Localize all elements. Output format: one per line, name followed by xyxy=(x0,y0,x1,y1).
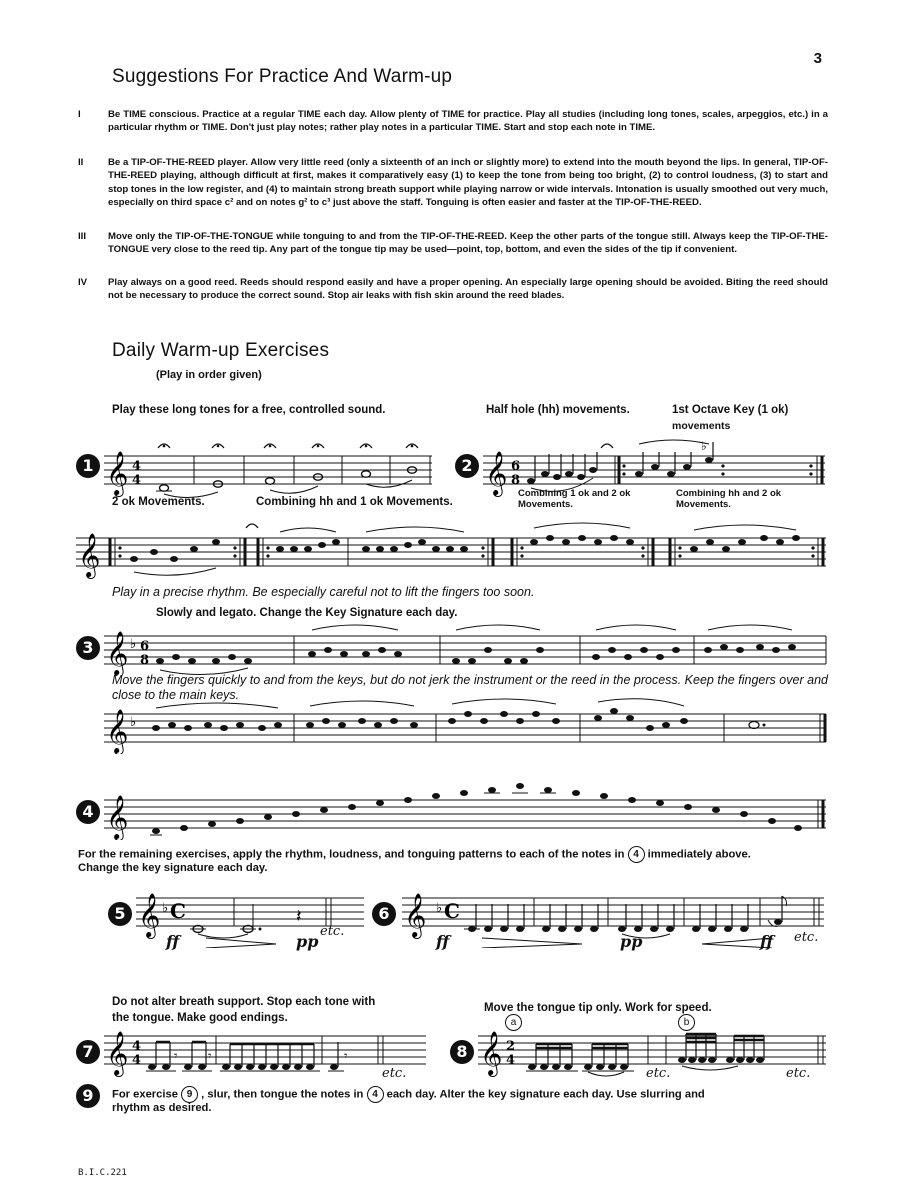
staff-ex7 xyxy=(104,1026,428,1084)
remaining-text-1: For the remaining exercises, apply the rhythm, loudness, and tonguing patterns to each of the notes in xyxy=(78,848,625,861)
suggestion-item xyxy=(78,230,828,257)
ex2-label-combo-1: Combining 1 ok and 2 ok xyxy=(518,488,631,499)
treble-clef-icon: 𝄞 xyxy=(106,631,129,675)
page-number: 3 xyxy=(813,50,822,67)
suggestion-number: I xyxy=(78,109,81,120)
svg-text:4: 4 xyxy=(132,1039,142,1054)
suggestion-text: Be a TIP-OF-THE-REED player. Allow very little reed (only a sixteenth of an inch or slightly more) to extend into the mouth beyond the lips. In general, TIP-OF-THE-REED playing, although difficult at first, makes it comparatively easy (1) to keep the tone from being too bright, (2) to control loudness, (3) to start and stop tones in the low register, and (4) to maintain strong breath support while playing narrow or wide intervals. Intonation is usually smoothed out very much, especially on third space c² and on notes g² to c³ just above the staff. Tonguing is often easier and faster at the TIP-OF-THE-REED. xyxy=(108,157,828,209)
ex8-etc-1: etc. xyxy=(646,1066,671,1081)
staff-row2 xyxy=(76,518,828,580)
ex9-text-1: For exercise xyxy=(112,1088,178,1101)
ex2-label-hh: Half hole (hh) movements. xyxy=(486,404,630,416)
daily-subtitle: (Play in order given) xyxy=(156,369,262,381)
exercise-4-number: 4 xyxy=(76,800,100,824)
ex3-instruction: Move the fingers quickly to and from the keys, but do not jerk the instrument or the reed in the process. Keep the fingers over and close to the main keys. xyxy=(112,673,828,702)
ref-circle-9: 9 xyxy=(181,1086,198,1103)
treble-clef-icon: 𝄞 xyxy=(106,1031,129,1075)
svg-text:♭: ♭ xyxy=(130,637,137,652)
row2-instruction: Play in a precise rhythm. Be especially careful not to lift the fingers too soon. xyxy=(112,585,535,599)
ex8-etc-2: etc. xyxy=(786,1066,811,1081)
suggestion-number: III xyxy=(78,231,86,242)
ref-circle-4: 4 xyxy=(628,846,645,863)
svg-text:4: 4 xyxy=(132,1053,142,1068)
exercise-7-number: 7 xyxy=(76,1040,100,1064)
treble-clef-icon: 𝄞 xyxy=(106,795,129,839)
exercise-5-number: 5 xyxy=(108,902,132,926)
remaining-text-3: Change the key signature each day. xyxy=(78,862,268,874)
ex7-label-2: the tongue. Make good endings. xyxy=(112,1012,288,1024)
ex8-mark-b: b xyxy=(678,1014,695,1031)
svg-text:8: 8 xyxy=(511,473,521,488)
suggestion-text: Be TIME conscious. Practice at a regular TIME each day. Allow plenty of TIME for practice. Play all studies (including long tones, scales, arpeggios, etc.) in a particular rhythm or TIME. Don't just play notes; rather play notes in a particular TIME. Start and stop each note in TIME. xyxy=(108,109,828,134)
ref-circle-4: 4 xyxy=(367,1086,384,1103)
exercise-6-number: 6 xyxy=(372,902,396,926)
daily-title: Daily Warm-up Exercises xyxy=(112,340,330,361)
rest-icon: 𝄽 xyxy=(296,906,302,927)
svg-text:6: 6 xyxy=(511,459,521,474)
svg-text:6: 6 xyxy=(140,639,150,654)
exercise-1-number: 1 xyxy=(76,454,100,478)
treble-clef-icon: 𝄞 xyxy=(480,1031,503,1075)
svg-text:8: 8 xyxy=(140,653,150,668)
ex3-label: Slowly and legato. Change the Key Signature each day. xyxy=(156,607,458,619)
ex6-dyn-ff: ff xyxy=(436,932,450,951)
staff-ex4 xyxy=(104,780,828,840)
ex2-label-ok: 1st Octave Key (1 ok) xyxy=(672,404,789,416)
treble-clef-icon: 𝄞 xyxy=(138,893,161,937)
treble-clef-icon: 𝄞 xyxy=(106,709,129,753)
svg-text:4: 4 xyxy=(132,459,142,474)
ex7-etc: etc. xyxy=(382,1066,407,1081)
suggestion-item xyxy=(78,156,828,210)
ex5-etc: etc. xyxy=(320,924,345,939)
staff-ex3-line2 xyxy=(104,698,828,754)
ex9-text-2: , slur, then tongue the notes in xyxy=(201,1088,364,1101)
svg-text:2: 2 xyxy=(506,1039,516,1054)
suggestion-text: Play always on a good reed. Reeds should respond easily and have a proper opening. An especially large opening should be avoided. Biting the reed should not be necessary to produce the correct sound. Stop air leaks with fish skin around the reed blades. xyxy=(108,277,828,302)
staff-ex1 xyxy=(104,440,434,500)
ex9-text-4: rhythm as desired. xyxy=(112,1102,212,1114)
ex2-label-combo-2b: Movements. xyxy=(676,499,731,510)
svg-text:♭: ♭ xyxy=(162,901,169,916)
ex2-label-combo-2: Combining hh and 2 ok xyxy=(676,488,782,499)
exercise-3-number: 3 xyxy=(76,636,100,660)
treble-clef-icon: 𝄞 xyxy=(485,451,508,495)
ex2-label-combo-1b: Movements. xyxy=(518,499,573,510)
ex5-dyn-ff: ff xyxy=(166,932,180,951)
svg-text:♭: ♭ xyxy=(701,439,707,453)
row2-label-2ok: 2 ok Movements. xyxy=(112,496,205,508)
rest-icon: 𝄾 xyxy=(208,1049,212,1064)
exercise-8-number: 8 xyxy=(450,1040,474,1064)
svg-text:4: 4 xyxy=(132,473,142,488)
suggestion-item xyxy=(78,276,828,303)
svg-text:C: C xyxy=(444,899,460,923)
row2-label-combining: Combining hh and 1 ok Movements. xyxy=(256,496,453,508)
ex5-dyn-pp: pp xyxy=(296,932,319,951)
ex6-dyn-pp: pp xyxy=(620,932,643,951)
remaining-text-2: immediately above. xyxy=(647,848,751,861)
rest-icon: 𝄾 xyxy=(344,1049,348,1064)
svg-text:4: 4 xyxy=(506,1053,516,1068)
treble-clef-icon: 𝄞 xyxy=(106,451,129,495)
svg-text:♭: ♭ xyxy=(436,901,443,916)
exercise-9-number: 9 xyxy=(76,1084,100,1108)
suggestion-number: II xyxy=(78,157,84,168)
ex1-label: Play these long tones for a free, controlled sound. xyxy=(112,404,386,416)
ex6-etc: etc. xyxy=(794,930,819,945)
treble-clef-icon: 𝄞 xyxy=(78,533,101,577)
ex8-mark-a: a xyxy=(505,1014,522,1031)
ex9-text-3: each day. Alter the key signature each day. Use slurring and xyxy=(386,1088,705,1101)
footer-code: B.I.C.221 xyxy=(78,1168,127,1178)
ex7-label-1: Do not alter breath support. Stop each tone with xyxy=(112,996,376,1008)
treble-clef-icon: 𝄞 xyxy=(404,893,427,937)
ex2-label-ok-2: movements xyxy=(672,420,731,432)
suggestion-item xyxy=(78,108,828,135)
suggestion-number: IV xyxy=(78,277,88,288)
ex8-label: Move the tongue tip only. Work for speed. xyxy=(484,1002,712,1014)
rest-icon: 𝄾 xyxy=(174,1049,178,1064)
staff-ex3-line1 xyxy=(104,620,828,676)
svg-text:C: C xyxy=(170,899,186,923)
remaining-instruction xyxy=(78,846,751,863)
svg-text:♭: ♭ xyxy=(130,715,137,730)
suggestion-text: Move only the TIP-OF-THE-TONGUE while tonguing to and from the TIP-OF-THE-REED. Keep the other parts of the tongue still. Always keep the TIP-OF-THE-TONGUE very close to the reed tip. Any part of the tongue tip may be used—point, top, bottom, and even the sides of the tip if convenient. xyxy=(108,231,828,256)
ex9-text xyxy=(112,1086,705,1103)
suggestions-title: Suggestions For Practice And Warm-up xyxy=(112,66,453,87)
ex6-dyn-ff-2: ff xyxy=(760,932,774,951)
exercise-2-number: 2 xyxy=(455,454,479,478)
